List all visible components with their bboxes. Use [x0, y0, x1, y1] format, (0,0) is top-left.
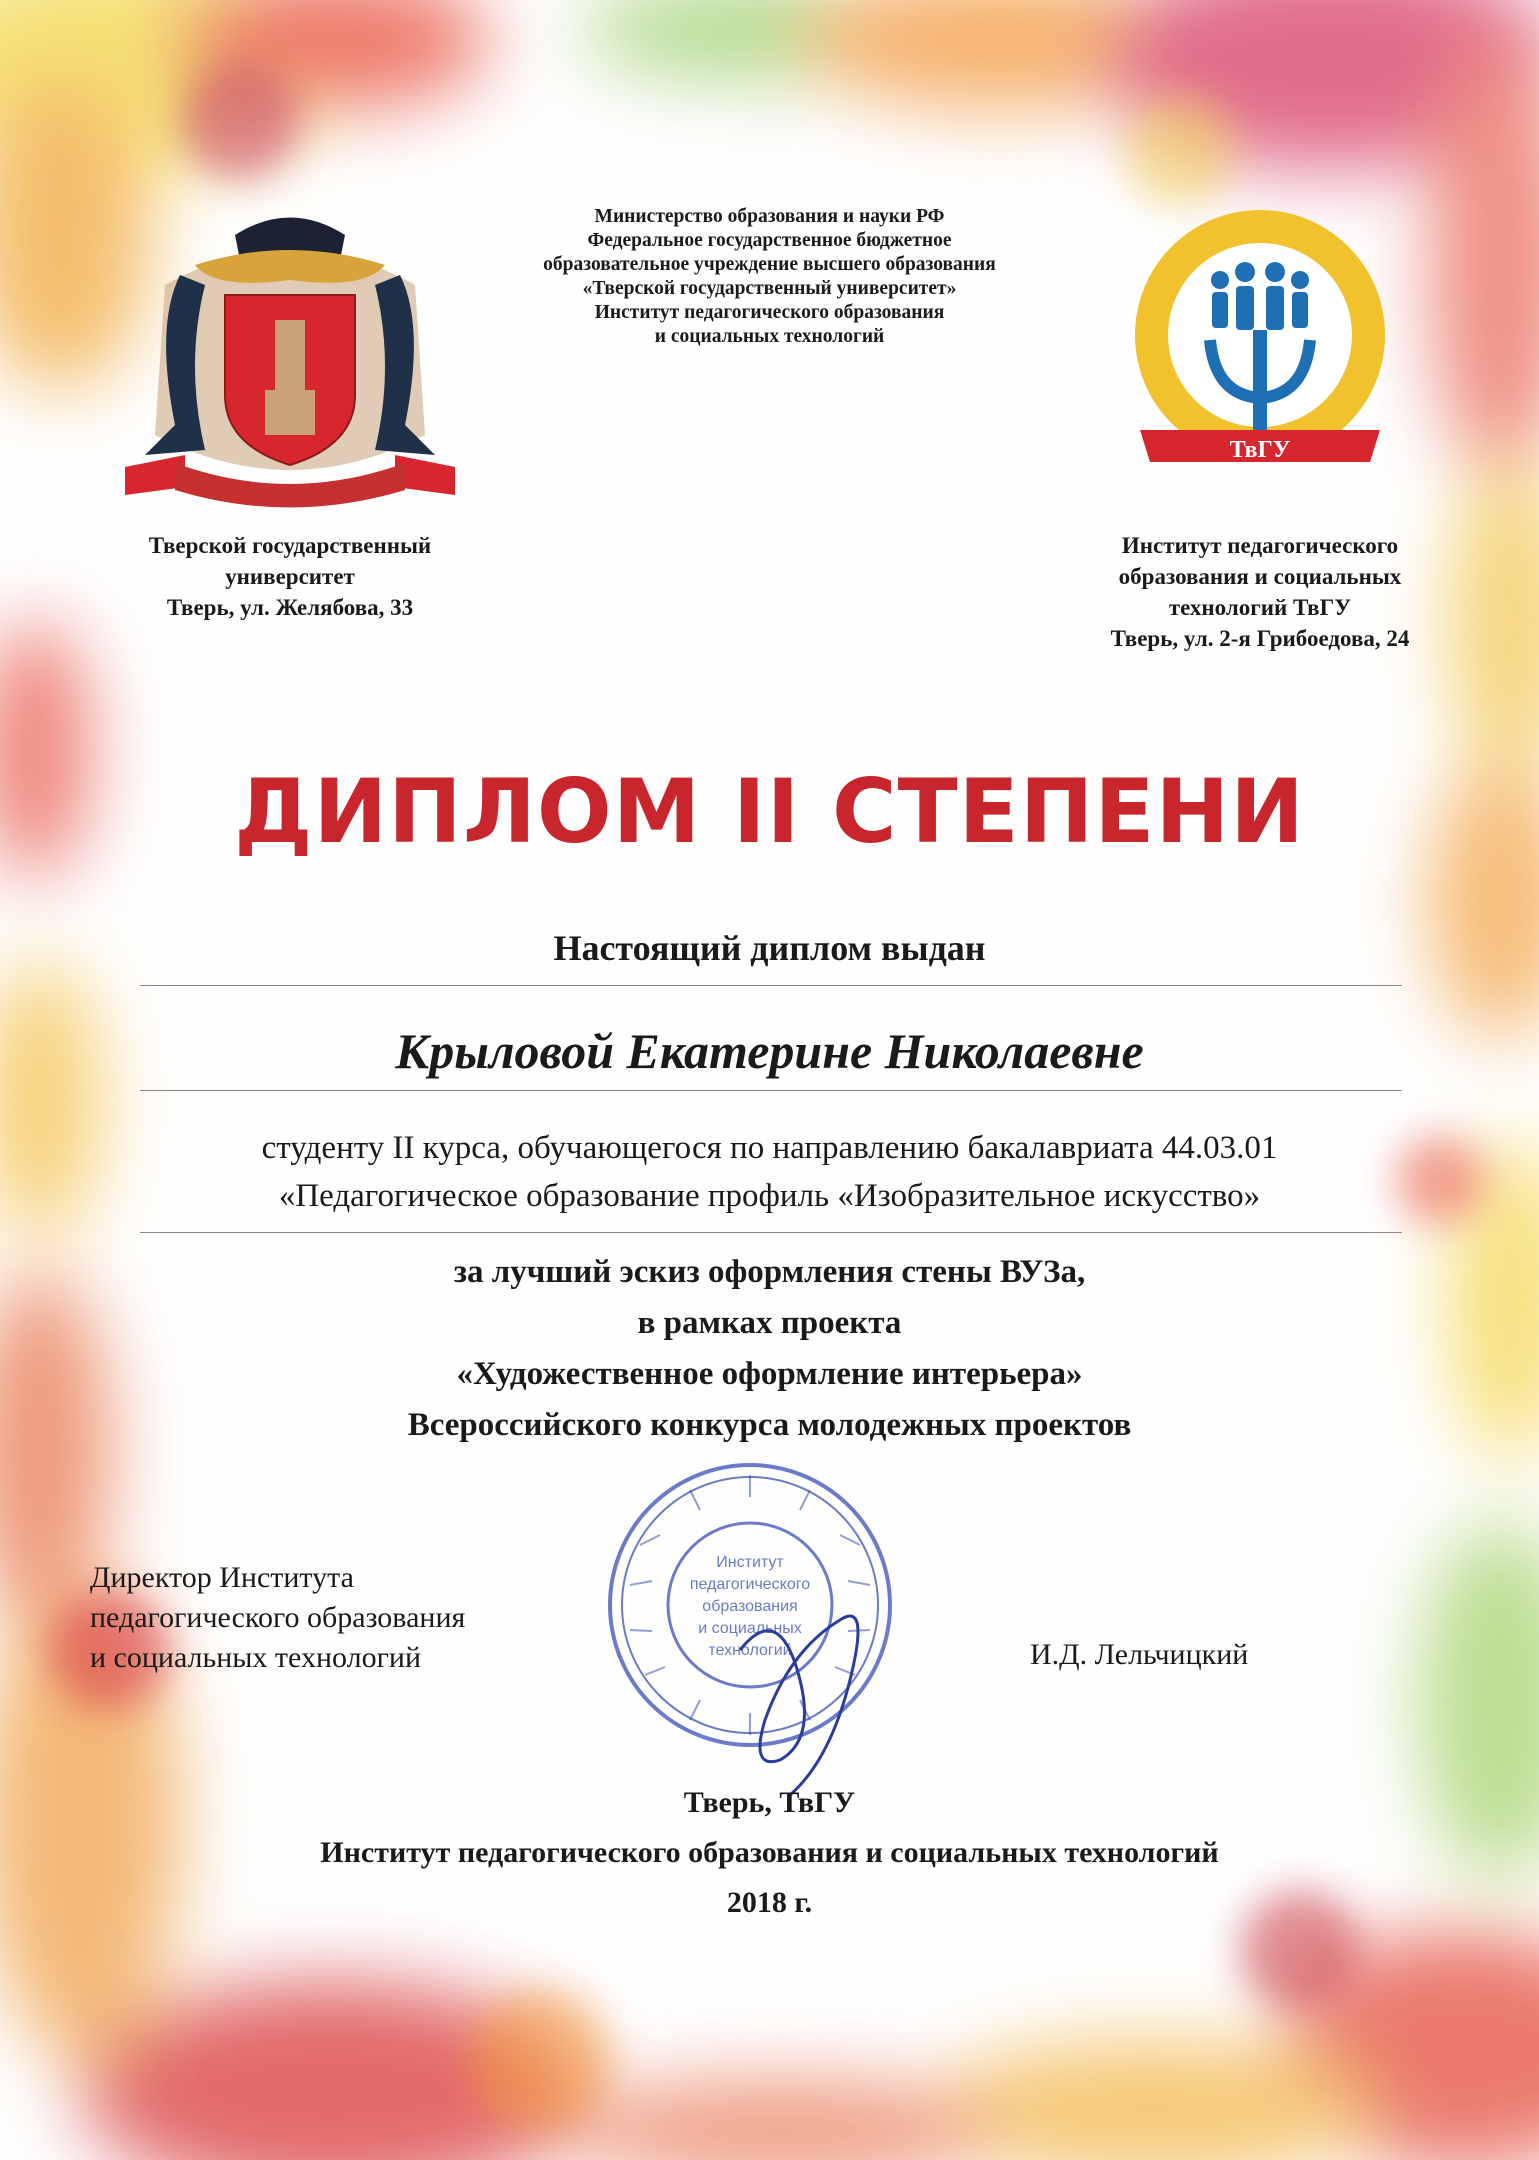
footer-line: Тверь, ТвГУ [683, 1786, 856, 1819]
director-line: педагогического образования [90, 1601, 466, 1634]
reason-line: Всероссийского конкурса молодежных проектов [407, 1407, 1132, 1443]
left-address-line: университет [225, 564, 355, 589]
ministry-line: образовательное учреждение высшего образования [543, 254, 996, 275]
left-address-line: Тверь, ул. Желябова, 33 [166, 595, 414, 620]
divider-line [140, 1090, 1402, 1091]
stamp-text: педагогического [689, 1576, 811, 1593]
left-address-line: Тверской государственный [148, 533, 432, 558]
stamp-text: и социальных [698, 1620, 802, 1637]
reason-line: «Художественное оформление интерьера» [456, 1356, 1083, 1392]
ministry-line: Федеральное государственное бюджетное [587, 230, 952, 251]
ministry-line: Министерство образования и науки РФ [594, 206, 945, 227]
right-address-line: технологий ТвГУ [1168, 595, 1352, 620]
reason-line: в рамках проекта [637, 1305, 902, 1341]
ministry-line: Институт педагогического образования [594, 302, 945, 323]
footer-line: Институт педагогического образования и социальных технологий [320, 1836, 1219, 1869]
ministry-header [0, 205, 1539, 349]
stamp-text: Институт [716, 1554, 784, 1571]
stamp-text: технологий [708, 1642, 792, 1659]
director-line: и социальных технологий [90, 1641, 421, 1674]
award-reason [0, 1247, 1539, 1451]
footer-line: 2018 г. [726, 1886, 813, 1919]
divider-line [140, 1232, 1402, 1233]
footer [0, 1778, 1539, 1928]
student-line: «Педагогическое образование профиль «Изобразительное искусство» [278, 1178, 1261, 1214]
diploma-title: ДИПЛОМ II СТЕПЕНИ [234, 760, 1305, 863]
student-description [0, 1124, 1539, 1220]
signer-name: И.Д. Лельчицкий [1030, 1638, 1249, 1671]
right-address-line: Институт педагогического [1121, 533, 1399, 558]
right-logo-badge: ТвГУ [1229, 437, 1291, 463]
director-line: Директор Института [90, 1561, 354, 1594]
issued-to-label: Настоящий диплом выдан [553, 928, 986, 968]
handwritten-signature-icon [720, 1560, 890, 1800]
ministry-line: и социальных технологий [654, 326, 885, 347]
left-address [70, 530, 510, 623]
student-line: студенту II курса, обучающегося по направлению бакалавриата 44.03.01 [261, 1130, 1278, 1166]
director-title [90, 1558, 465, 1678]
reason-line: за лучший эскиз оформления стены ВУЗа, [453, 1254, 1086, 1290]
stamp-text: образования [702, 1598, 798, 1615]
ministry-line: «Тверской государственный университет» [582, 278, 957, 299]
right-address [1030, 530, 1490, 654]
recipient-name: Крыловой Екатерине Николаевне [395, 1023, 1144, 1079]
right-address-line: Тверь, ул. 2-я Грибоедова, 24 [1110, 626, 1410, 651]
divider-line [140, 985, 1402, 986]
right-address-line: образования и социальных [1118, 564, 1402, 589]
